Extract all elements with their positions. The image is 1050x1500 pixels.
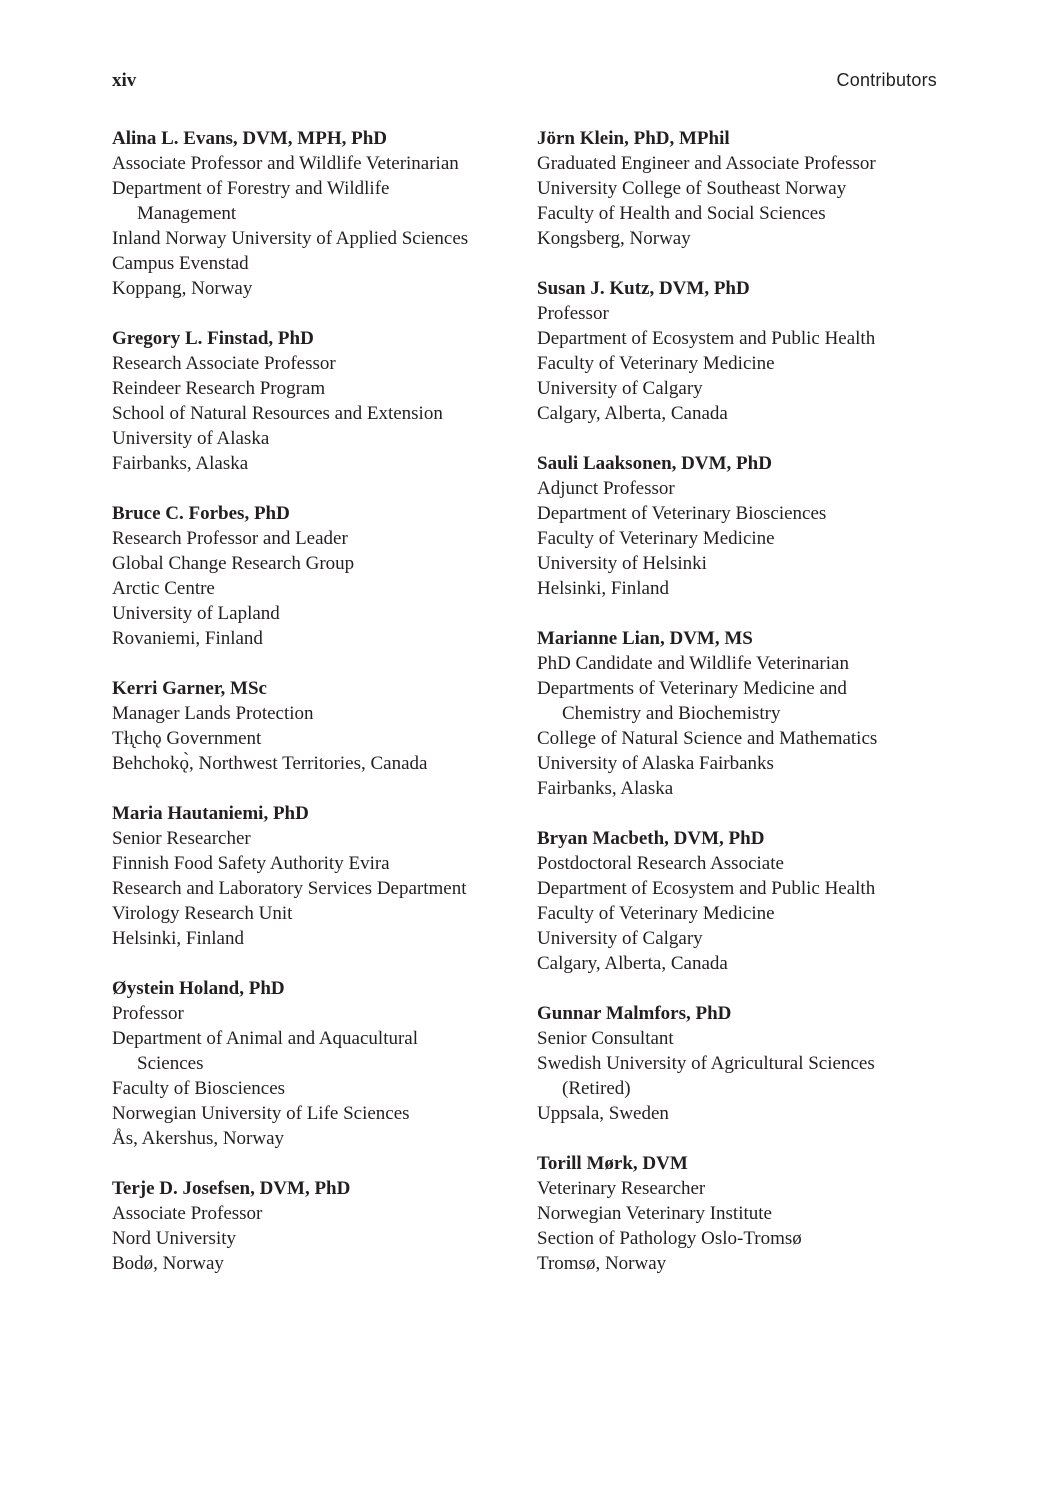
affiliation-line: Research Professor and Leader bbox=[112, 528, 348, 549]
affiliation-line: Department of Ecosystem and Public Health bbox=[537, 328, 876, 349]
affiliation-line: Adjunct Professor bbox=[537, 478, 675, 499]
contributor-entry bbox=[537, 626, 947, 801]
contributor-entry bbox=[537, 1151, 947, 1276]
contributor-entry bbox=[112, 126, 522, 301]
contributor-name: Bryan Macbeth, DVM, PhD bbox=[537, 828, 765, 849]
affiliation-line: Professor bbox=[112, 1003, 184, 1024]
affiliation-line: Professor bbox=[537, 303, 609, 324]
contributor-name: Jörn Klein, PhD, MPhil bbox=[537, 128, 730, 149]
affiliation-line: University of Lapland bbox=[112, 603, 280, 624]
affiliation-line: Behchokǫ̀, Northwest Territories, Canada bbox=[112, 753, 428, 774]
affiliation-line: Campus Evenstad bbox=[112, 253, 249, 274]
affiliation-line: Research and Laboratory Services Department bbox=[112, 878, 467, 899]
contributor-name: Gunnar Malmfors, PhD bbox=[537, 1003, 732, 1024]
contributor-entry bbox=[537, 126, 947, 251]
page-header bbox=[112, 70, 937, 96]
contributors-column-right bbox=[537, 126, 947, 1301]
affiliation-line: Associate Professor and Wildlife Veterinarian bbox=[112, 153, 459, 174]
affiliation-line: Norwegian Veterinary Institute bbox=[537, 1203, 772, 1224]
contributor-entry bbox=[112, 501, 522, 651]
contributor-name: Øystein Holand, PhD bbox=[112, 978, 285, 999]
affiliation-line: University of Helsinki bbox=[537, 553, 707, 574]
affiliation-line: Nord University bbox=[112, 1228, 237, 1249]
affiliation-line: Associate Professor bbox=[112, 1203, 263, 1224]
affiliation-line: University of Alaska Fairbanks bbox=[537, 753, 774, 774]
affiliation-line: University of Calgary bbox=[537, 378, 703, 399]
page-number: xiv bbox=[112, 70, 137, 91]
affiliation-line: Fairbanks, Alaska bbox=[537, 778, 674, 799]
affiliation-line: University of Calgary bbox=[537, 928, 703, 949]
affiliation-line: (Retired) bbox=[562, 1078, 631, 1099]
affiliation-line: Chemistry and Biochemistry bbox=[562, 703, 781, 724]
affiliation-line: Ås, Akershus, Norway bbox=[112, 1128, 285, 1149]
contributor-entry bbox=[112, 676, 522, 776]
affiliation-line: Finnish Food Safety Authority Evira bbox=[112, 853, 390, 874]
affiliation-line: Section of Pathology Oslo-Tromsø bbox=[537, 1228, 802, 1249]
contributor-entry bbox=[537, 826, 947, 976]
contributor-name: Sauli Laaksonen, DVM, PhD bbox=[537, 453, 772, 474]
affiliation-line: Global Change Research Group bbox=[112, 553, 355, 574]
affiliation-line: Kongsberg, Norway bbox=[537, 228, 691, 249]
affiliation-line: Sciences bbox=[137, 1053, 204, 1074]
affiliation-line: Helsinki, Finland bbox=[112, 928, 244, 949]
affiliation-line: Fairbanks, Alaska bbox=[112, 453, 249, 474]
affiliation-line: Management bbox=[137, 203, 237, 224]
affiliation-line: Virology Research Unit bbox=[112, 903, 293, 924]
affiliation-line: Norwegian University of Life Sciences bbox=[112, 1103, 410, 1124]
affiliation-line: Senior Researcher bbox=[112, 828, 251, 849]
affiliation-line: Department of Animal and Aquacultural bbox=[112, 1028, 419, 1049]
affiliation-line: Graduated Engineer and Associate Professor bbox=[537, 153, 876, 174]
affiliation-line: Manager Lands Protection bbox=[112, 703, 314, 724]
contributor-name: Marianne Lian, DVM, MS bbox=[537, 628, 753, 649]
affiliation-line: Faculty of Veterinary Medicine bbox=[537, 903, 775, 924]
contributor-name: Susan J. Kutz, DVM, PhD bbox=[537, 278, 750, 299]
contributor-name: Maria Hautaniemi, PhD bbox=[112, 803, 309, 824]
contributor-entry bbox=[112, 1176, 522, 1276]
running-head: Contributors bbox=[836, 70, 937, 90]
affiliation-line: University College of Southeast Norway bbox=[537, 178, 847, 199]
affiliation-line: PhD Candidate and Wildlife Veterinarian bbox=[537, 653, 849, 674]
affiliation-line: Koppang, Norway bbox=[112, 278, 253, 299]
contributor-name: Alina L. Evans, DVM, MPH, PhD bbox=[112, 128, 387, 149]
affiliation-line: Reindeer Research Program bbox=[112, 378, 326, 399]
affiliation-line: Tromsø, Norway bbox=[537, 1253, 667, 1274]
affiliation-line: Helsinki, Finland bbox=[537, 578, 669, 599]
affiliation-line: Uppsala, Sweden bbox=[537, 1103, 669, 1124]
contributors-column-left bbox=[112, 126, 522, 1301]
contributor-entry bbox=[537, 1001, 947, 1126]
affiliation-line: Research Associate Professor bbox=[112, 353, 336, 374]
affiliation-line: Arctic Centre bbox=[112, 578, 215, 599]
affiliation-line: Faculty of Biosciences bbox=[112, 1078, 286, 1099]
affiliation-line: Rovaniemi, Finland bbox=[112, 628, 263, 649]
contributor-name: Gregory L. Finstad, PhD bbox=[112, 328, 314, 349]
contributor-name: Terje D. Josefsen, DVM, PhD bbox=[112, 1178, 351, 1199]
affiliation-line: Postdoctoral Research Associate bbox=[537, 853, 784, 874]
affiliation-line: Calgary, Alberta, Canada bbox=[537, 953, 728, 974]
affiliation-line: Department of Veterinary Biosciences bbox=[537, 503, 827, 524]
contributor-name: Bruce C. Forbes, PhD bbox=[112, 503, 290, 524]
contributor-entry bbox=[112, 326, 522, 476]
affiliation-line: Department of Forestry and Wildlife bbox=[112, 178, 390, 199]
affiliation-line: Bodø, Norway bbox=[112, 1253, 224, 1274]
affiliation-line: Senior Consultant bbox=[537, 1028, 674, 1049]
affiliation-line: College of Natural Science and Mathematics bbox=[537, 728, 878, 749]
affiliation-line: Departments of Veterinary Medicine and bbox=[537, 678, 847, 699]
contributor-entry bbox=[537, 276, 947, 426]
affiliation-line: Calgary, Alberta, Canada bbox=[537, 403, 728, 424]
affiliation-line: Tłı̨chǫ Government bbox=[112, 728, 262, 749]
affiliation-line: Swedish University of Agricultural Sciences bbox=[537, 1053, 875, 1074]
contributor-name: Torill Mørk, DVM bbox=[537, 1153, 688, 1174]
contributor-entry bbox=[537, 451, 947, 601]
affiliation-line: School of Natural Resources and Extension bbox=[112, 403, 443, 424]
contributor-entry bbox=[112, 801, 522, 951]
contributor-name: Kerri Garner, MSc bbox=[112, 678, 267, 699]
affiliation-line: Faculty of Veterinary Medicine bbox=[537, 528, 775, 549]
affiliation-line: Faculty of Veterinary Medicine bbox=[537, 353, 775, 374]
affiliation-line: Department of Ecosystem and Public Health bbox=[537, 878, 876, 899]
contributor-entry bbox=[112, 976, 522, 1151]
affiliation-line: Inland Norway University of Applied Sciences bbox=[112, 228, 469, 249]
affiliation-line: Veterinary Researcher bbox=[537, 1178, 706, 1199]
affiliation-line: University of Alaska bbox=[112, 428, 270, 449]
affiliation-line: Faculty of Health and Social Sciences bbox=[537, 203, 826, 224]
